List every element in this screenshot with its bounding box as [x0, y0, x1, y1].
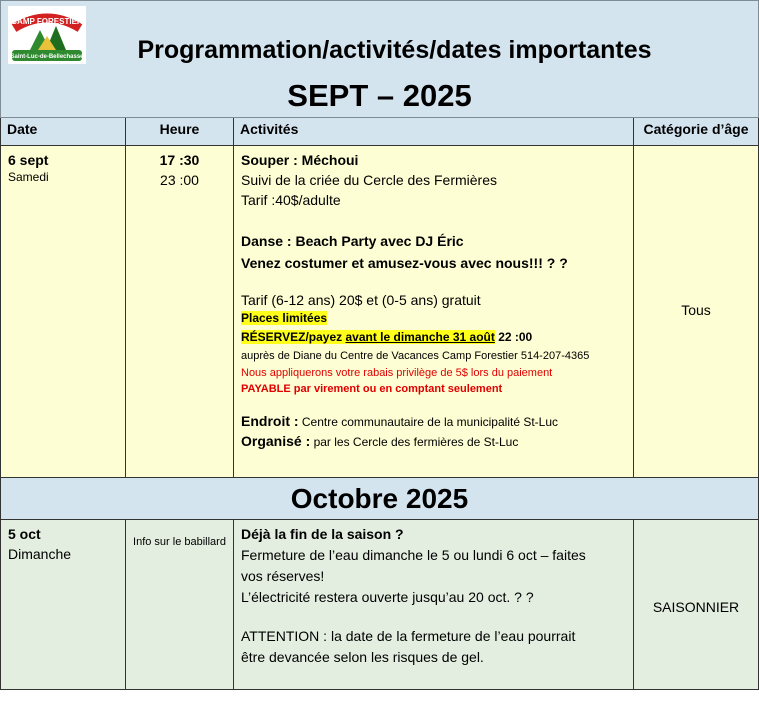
- oct-date-cell: [0, 520, 126, 690]
- month-heading-sept: SEPT – 2025: [287, 78, 472, 113]
- sept-time-cell: [126, 146, 234, 478]
- col-header-age: Catégorie d’âge: [634, 118, 759, 146]
- oct-line1: Fermeture de l’eau dimanche le 5 ou lundi 6 oct – faites: [241, 547, 586, 563]
- organise-label: Organisé :: [241, 433, 311, 449]
- oct-age-cell: [634, 520, 759, 690]
- svg-text:Saint-Luc-de-Bellechasse: Saint-Luc-de-Bellechasse: [10, 54, 84, 60]
- aupres-line: auprès de Diane du Centre de Vacances Camp Forestier 514-207-4365: [241, 350, 590, 362]
- reservez-time: 22 :00: [494, 330, 533, 344]
- danse-line: Venez costumer et amusez-vous avec nous!!! ? ?: [241, 255, 568, 271]
- sept-date: 6 sept: [8, 152, 49, 168]
- places-limitees: Places limitées: [241, 311, 328, 325]
- col-header-date: Date: [0, 118, 126, 146]
- sept-age: Tous: [681, 302, 711, 318]
- reservez-deadline: avant le dimanche 31 août: [345, 330, 495, 344]
- sept-activities-cell: [234, 146, 634, 478]
- oct-line3: L’électricité restera ouverte jusqu’au 20 oct. ? ?: [241, 589, 534, 605]
- endroit-label: Endroit :: [241, 413, 299, 429]
- sept-time-end: 23 :00: [160, 172, 199, 188]
- organise-value: par les Cercle des fermières de St-Luc: [310, 435, 519, 449]
- souper-title: Souper : Méchoui: [241, 152, 359, 168]
- svg-text:CAMP FORESTIER: CAMP FORESTIER: [11, 17, 83, 26]
- payable-line: PAYABLE par virement ou en comptant seulement: [241, 383, 503, 395]
- oct-age: SAISONNIER: [652, 599, 740, 615]
- col-header-time: Heure: [126, 118, 234, 146]
- danse-title: Danse : Beach Party avec DJ Éric: [241, 233, 464, 249]
- sept-day: Samedi: [8, 170, 49, 184]
- oct-date: 5 oct: [8, 526, 41, 542]
- souper-line1: Suivi de la criée du Cercle des Fermières: [241, 172, 497, 188]
- endroit-value: Centre communautaire de la municipalité St-Luc: [298, 415, 559, 429]
- col-header-activities: Activités: [234, 118, 634, 146]
- reservez-text: RÉSERVEZ/payez: [241, 330, 346, 344]
- month-heading-october: Octobre 2025: [0, 478, 759, 520]
- sept-age-cell: [634, 146, 759, 478]
- oct-activities-cell: [234, 520, 634, 690]
- souper-line2: Tarif :40$/adulte: [241, 192, 341, 208]
- oct-day: Dimanche: [8, 546, 72, 562]
- oct-time: Info sur le babillard: [133, 536, 226, 548]
- oct-line5: être devancée selon les risques de gel.: [241, 649, 484, 665]
- oct-line4: ATTENTION : la date de la fermeture de l’eau pourrait: [241, 628, 576, 644]
- sept-date-cell: [0, 146, 126, 478]
- tarif-line: Tarif (6-12 ans) 20$ et (0-5 ans) gratuit: [241, 292, 481, 308]
- sept-time-start: 17 :30: [159, 152, 200, 168]
- page-title: Programmation/activités/dates importantes: [137, 36, 652, 64]
- rabais-line: Nous appliquerons votre rabais privilège de 5$ lors du paiement: [241, 367, 553, 379]
- oct-time-cell: [126, 520, 234, 690]
- oct-title: Déjà la fin de la saison ?: [241, 526, 404, 542]
- oct-line2: vos réserves!: [241, 568, 325, 584]
